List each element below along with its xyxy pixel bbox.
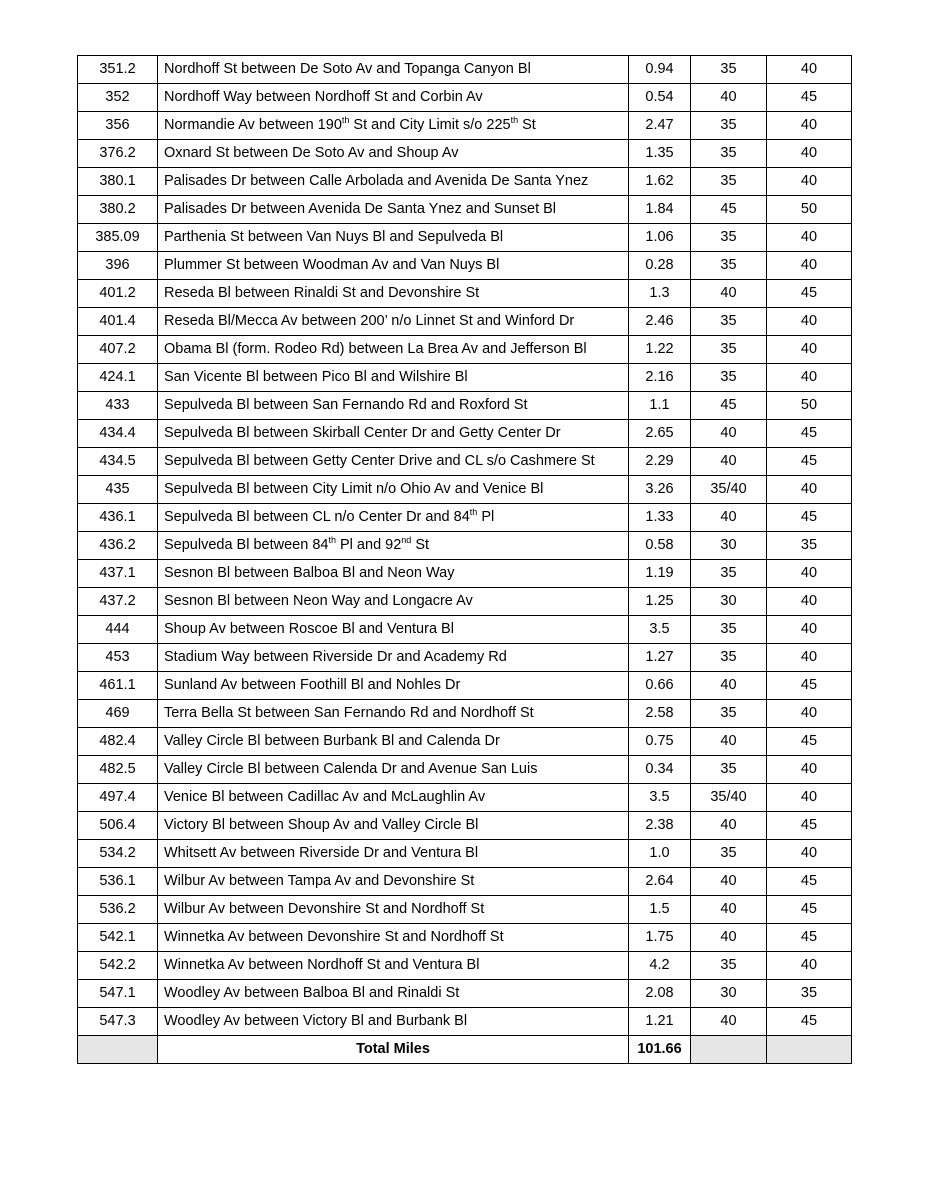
current-speed-limit: 35 [691,952,767,980]
segment-id: 547.1 [78,980,158,1008]
table-row [78,504,852,532]
segment-description: Sepulveda Bl between CL n/o Center Dr and 84th Pl [158,504,629,532]
segment-id: 352 [78,84,158,112]
recommended-speed-limit: 40 [767,476,852,504]
table-row [78,364,852,392]
recommended-speed-limit: 45 [767,448,852,476]
segment-description: Oxnard St between De Soto Av and Shoup Av [158,140,629,168]
recommended-speed-limit: 40 [767,56,852,84]
table-row [78,1008,852,1036]
total-row [78,1036,852,1064]
segment-description: Whitsett Av between Riverside Dr and Ventura Bl [158,840,629,868]
recommended-speed-limit: 45 [767,868,852,896]
segment-id: 482.4 [78,728,158,756]
current-speed-limit: 35 [691,112,767,140]
segment-miles: 1.1 [629,392,691,420]
current-speed-limit: 45 [691,196,767,224]
recommended-speed-limit: 50 [767,392,852,420]
segment-miles: 1.33 [629,504,691,532]
current-speed-limit: 40 [691,84,767,112]
segment-description: Palisades Dr between Calle Arbolada and Avenida De Santa Ynez [158,168,629,196]
recommended-speed-limit: 40 [767,588,852,616]
recommended-speed-limit: 40 [767,616,852,644]
recommended-speed-limit: 45 [767,924,852,952]
table-row [78,476,852,504]
table-row [78,196,852,224]
segment-miles: 2.65 [629,420,691,448]
segment-id: 351.2 [78,56,158,84]
recommended-speed-limit: 40 [767,952,852,980]
table-row [78,728,852,756]
current-speed-limit: 35 [691,252,767,280]
table-row [78,112,852,140]
table-row [78,56,852,84]
recommended-speed-limit: 45 [767,84,852,112]
segment-miles: 1.5 [629,896,691,924]
total-id-cell [78,1036,158,1064]
table-row [78,896,852,924]
table-row [78,448,852,476]
recommended-speed-limit: 45 [767,896,852,924]
segment-description: Wilbur Av between Devonshire St and Nordhoff St [158,896,629,924]
recommended-speed-limit: 40 [767,168,852,196]
table-row [78,672,852,700]
segment-description: Nordhoff St between De Soto Av and Topanga Canyon Bl [158,56,629,84]
segment-id: 401.4 [78,308,158,336]
segment-description: Plummer St between Woodman Av and Van Nuys Bl [158,252,629,280]
current-speed-limit: 35 [691,224,767,252]
segment-id: 461.1 [78,672,158,700]
total-current-cell [691,1036,767,1064]
recommended-speed-limit: 45 [767,504,852,532]
segment-miles: 3.5 [629,616,691,644]
segment-miles: 0.94 [629,56,691,84]
current-speed-limit: 35 [691,168,767,196]
segment-description: Reseda Bl/Mecca Av between 200’ n/o Linnet St and Winford Dr [158,308,629,336]
recommended-speed-limit: 40 [767,756,852,784]
segment-miles: 2.47 [629,112,691,140]
segment-description: Obama Bl (form. Rodeo Rd) between La Brea Av and Jefferson Bl [158,336,629,364]
segment-miles: 2.38 [629,812,691,840]
segment-id: 497.4 [78,784,158,812]
segment-description: Victory Bl between Shoup Av and Valley Circle Bl [158,812,629,840]
recommended-speed-limit: 40 [767,224,852,252]
current-speed-limit: 35 [691,56,767,84]
current-speed-limit: 40 [691,672,767,700]
table-row [78,756,852,784]
current-speed-limit: 40 [691,896,767,924]
segment-description: San Vicente Bl between Pico Bl and Wilshire Bl [158,364,629,392]
segment-id: 469 [78,700,158,728]
recommended-speed-limit: 40 [767,840,852,868]
segment-id: 437.2 [78,588,158,616]
table-row [78,616,852,644]
table-row [78,868,852,896]
segment-miles: 1.84 [629,196,691,224]
segment-id: 424.1 [78,364,158,392]
segment-description: Valley Circle Bl between Calenda Dr and Avenue San Luis [158,756,629,784]
table-row [78,924,852,952]
current-speed-limit: 35 [691,700,767,728]
segment-id: 536.1 [78,868,158,896]
table-row [78,952,852,980]
table-row [78,840,852,868]
recommended-speed-limit: 40 [767,112,852,140]
segment-description: Sunland Av between Foothill Bl and Nohles Dr [158,672,629,700]
segment-miles: 0.66 [629,672,691,700]
segment-id: 436.1 [78,504,158,532]
recommended-speed-limit: 40 [767,336,852,364]
segment-id: 542.1 [78,924,158,952]
current-speed-limit: 30 [691,980,767,1008]
table-row [78,700,852,728]
segment-description: Palisades Dr between Avenida De Santa Ynez and Sunset Bl [158,196,629,224]
segment-description: Sepulveda Bl between City Limit n/o Ohio Av and Venice Bl [158,476,629,504]
segment-description: Sesnon Bl between Neon Way and Longacre Av [158,588,629,616]
table-row [78,224,852,252]
table-row [78,812,852,840]
segment-miles: 3.5 [629,784,691,812]
current-speed-limit: 35 [691,644,767,672]
recommended-speed-limit: 35 [767,980,852,1008]
recommended-speed-limit: 40 [767,308,852,336]
segment-miles: 1.06 [629,224,691,252]
current-speed-limit: 30 [691,588,767,616]
segment-miles: 1.25 [629,588,691,616]
table-row [78,532,852,560]
segment-id: 401.2 [78,280,158,308]
segment-miles: 0.28 [629,252,691,280]
segment-id: 436.2 [78,532,158,560]
segment-miles: 0.54 [629,84,691,112]
segment-miles: 0.75 [629,728,691,756]
table-row [78,588,852,616]
current-speed-limit: 35/40 [691,784,767,812]
segment-miles: 1.35 [629,140,691,168]
segment-id: 396 [78,252,158,280]
segment-miles: 1.19 [629,560,691,588]
recommended-speed-limit: 45 [767,812,852,840]
recommended-speed-limit: 45 [767,672,852,700]
current-speed-limit: 40 [691,448,767,476]
recommended-speed-limit: 40 [767,784,852,812]
recommended-speed-limit: 45 [767,420,852,448]
segment-id: 380.2 [78,196,158,224]
total-miles: 101.66 [629,1036,691,1064]
current-speed-limit: 35 [691,756,767,784]
recommended-speed-limit: 40 [767,644,852,672]
table-row [78,980,852,1008]
table-row [78,784,852,812]
current-speed-limit: 45 [691,392,767,420]
segment-miles: 3.26 [629,476,691,504]
current-speed-limit: 40 [691,924,767,952]
segment-id: 407.2 [78,336,158,364]
segment-description: Sepulveda Bl between San Fernando Rd and Roxford St [158,392,629,420]
current-speed-limit: 35 [691,336,767,364]
segment-miles: 2.46 [629,308,691,336]
speed-limit-table [77,55,852,1064]
segment-description: Normandie Av between 190th St and City Limit s/o 225th St [158,112,629,140]
segment-id: 542.2 [78,952,158,980]
current-speed-limit: 40 [691,420,767,448]
table-row [78,280,852,308]
recommended-speed-limit: 40 [767,364,852,392]
segment-miles: 1.21 [629,1008,691,1036]
table-row [78,140,852,168]
segment-description: Venice Bl between Cadillac Av and McLaughlin Av [158,784,629,812]
segment-id: 376.2 [78,140,158,168]
segment-description: Sesnon Bl between Balboa Bl and Neon Way [158,560,629,588]
segment-miles: 2.29 [629,448,691,476]
segment-description: Parthenia St between Van Nuys Bl and Sepulveda Bl [158,224,629,252]
segment-description: Woodley Av between Victory Bl and Burbank Bl [158,1008,629,1036]
segment-description: Shoup Av between Roscoe Bl and Ventura Bl [158,616,629,644]
table-row [78,644,852,672]
segment-miles: 1.22 [629,336,691,364]
segment-description: Sepulveda Bl between Skirball Center Dr and Getty Center Dr [158,420,629,448]
segment-miles: 2.58 [629,700,691,728]
segment-id: 453 [78,644,158,672]
table-row [78,336,852,364]
segment-description: Wilbur Av between Tampa Av and Devonshire St [158,868,629,896]
segment-id: 433 [78,392,158,420]
current-speed-limit: 35 [691,364,767,392]
recommended-speed-limit: 40 [767,700,852,728]
current-speed-limit: 40 [691,812,767,840]
recommended-speed-limit: 40 [767,560,852,588]
current-speed-limit: 40 [691,1008,767,1036]
segment-id: 506.4 [78,812,158,840]
recommended-speed-limit: 35 [767,532,852,560]
segment-id: 434.5 [78,448,158,476]
segment-description: Woodley Av between Balboa Bl and Rinaldi St [158,980,629,1008]
segment-miles: 2.64 [629,868,691,896]
segment-miles: 0.34 [629,756,691,784]
current-speed-limit: 35 [691,840,767,868]
segment-id: 434.4 [78,420,158,448]
current-speed-limit: 30 [691,532,767,560]
segment-description: Reseda Bl between Rinaldi St and Devonshire St [158,280,629,308]
current-speed-limit: 40 [691,280,767,308]
recommended-speed-limit: 45 [767,280,852,308]
current-speed-limit: 35 [691,308,767,336]
segment-id: 380.1 [78,168,158,196]
segment-description: Winnetka Av between Devonshire St and Nordhoff St [158,924,629,952]
segment-miles: 1.0 [629,840,691,868]
recommended-speed-limit: 45 [767,1008,852,1036]
segment-id: 536.2 [78,896,158,924]
segment-miles: 0.58 [629,532,691,560]
segment-id: 534.2 [78,840,158,868]
segment-id: 444 [78,616,158,644]
table-body [78,56,852,1036]
segment-miles: 4.2 [629,952,691,980]
segment-id: 437.1 [78,560,158,588]
segment-description: Nordhoff Way between Nordhoff St and Corbin Av [158,84,629,112]
segment-id: 435 [78,476,158,504]
segment-miles: 1.27 [629,644,691,672]
segment-id: 482.5 [78,756,158,784]
segment-miles: 1.3 [629,280,691,308]
segment-description: Valley Circle Bl between Burbank Bl and Calenda Dr [158,728,629,756]
current-speed-limit: 40 [691,504,767,532]
current-speed-limit: 35 [691,616,767,644]
recommended-speed-limit: 40 [767,140,852,168]
total-recommended-cell [767,1036,852,1064]
segment-id: 356 [78,112,158,140]
segment-description: Sepulveda Bl between 84th Pl and 92nd St [158,532,629,560]
table-row [78,308,852,336]
segment-id: 547.3 [78,1008,158,1036]
segment-miles: 2.16 [629,364,691,392]
table-row [78,560,852,588]
current-speed-limit: 35/40 [691,476,767,504]
segment-id: 385.09 [78,224,158,252]
segment-miles: 1.62 [629,168,691,196]
total-label: Total Miles [158,1036,629,1064]
recommended-speed-limit: 40 [767,252,852,280]
current-speed-limit: 40 [691,728,767,756]
segment-miles: 1.75 [629,924,691,952]
current-speed-limit: 40 [691,868,767,896]
segment-description: Stadium Way between Riverside Dr and Academy Rd [158,644,629,672]
table-row [78,168,852,196]
current-speed-limit: 35 [691,140,767,168]
segment-description: Winnetka Av between Nordhoff St and Ventura Bl [158,952,629,980]
segment-description: Sepulveda Bl between Getty Center Drive and CL s/o Cashmere St [158,448,629,476]
table-row [78,84,852,112]
segment-miles: 2.08 [629,980,691,1008]
segment-description: Terra Bella St between San Fernando Rd and Nordhoff St [158,700,629,728]
table-row [78,420,852,448]
recommended-speed-limit: 50 [767,196,852,224]
table-row [78,252,852,280]
current-speed-limit: 35 [691,560,767,588]
recommended-speed-limit: 45 [767,728,852,756]
table-row [78,392,852,420]
